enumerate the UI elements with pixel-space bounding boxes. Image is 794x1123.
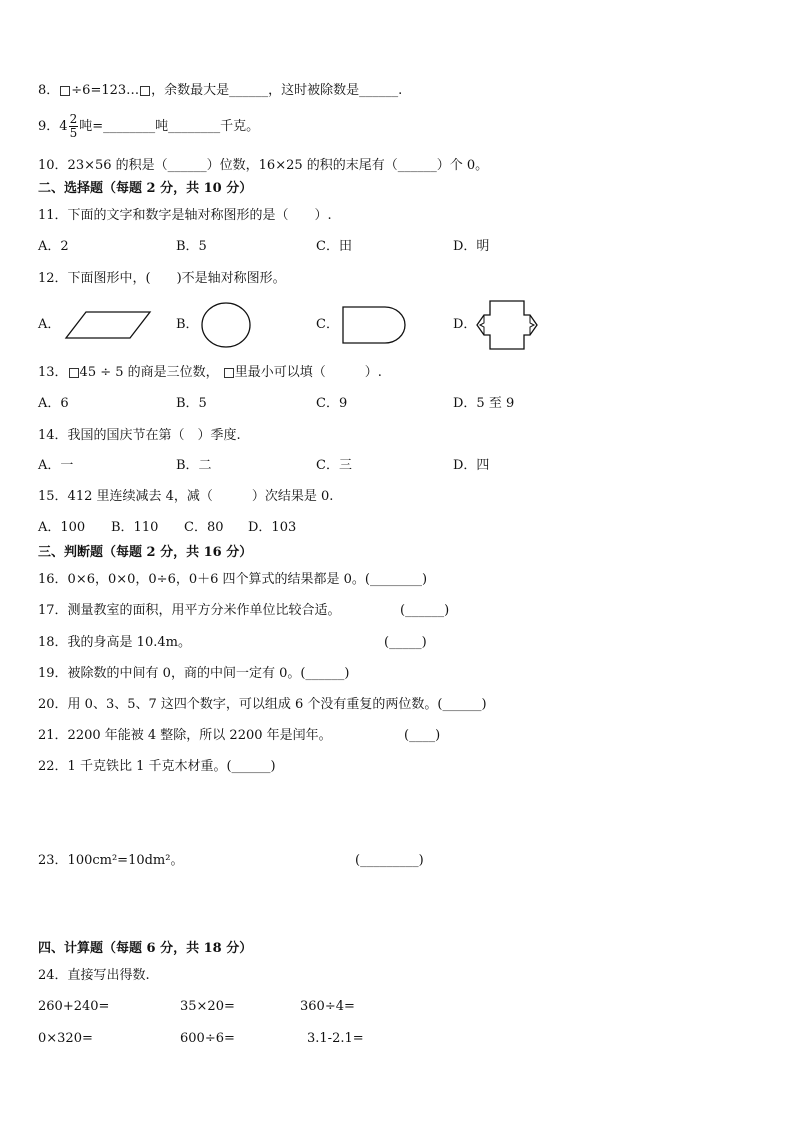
question-8	[38, 82, 402, 100]
option-b: B．5	[176, 239, 207, 254]
question-10: 10．23×56 的积是（______）位数，16×25 的积的末尾有（______）个 0。	[38, 158, 489, 173]
question-13	[38, 364, 382, 382]
option-a: A．6	[38, 396, 69, 411]
calc-item: 35×20=	[180, 999, 235, 1014]
fraction	[69, 113, 79, 140]
option-c: C．80	[184, 520, 224, 535]
question-13-part2: 里最小可以填（ ）.	[234, 365, 382, 380]
question-9-rest: 吨=________吨________千克。	[79, 119, 260, 134]
option-b: B．	[176, 317, 199, 332]
mixed-number-whole: 4	[59, 119, 68, 134]
question-14: 14．我国的国庆节在第（ ）季度.	[38, 428, 241, 443]
option-b: B．110	[111, 520, 159, 535]
question-9-number: 9．	[38, 119, 60, 134]
option-a: A．一	[38, 458, 74, 473]
calc-item: 0×320=	[38, 1031, 93, 1046]
question-17: 17．测量教室的面积，用平方分米作单位比较合适。	[38, 603, 341, 618]
question-18: 18．我的身高是 10.4m。	[38, 635, 191, 650]
option-c: C．三	[316, 458, 352, 473]
question-11: 11．下面的文字和数字是轴对称图形的是（ ）.	[38, 208, 332, 223]
option-a: A．	[38, 317, 61, 332]
section-4-title: 四、计算题（每题 6 分，共 18 分）	[38, 941, 253, 956]
blank-box	[224, 368, 234, 378]
question-19: 19．被除数的中间有 0，商的中间一定有 0。(______)	[38, 666, 350, 681]
question-12: 12．下面图形中，( )不是轴对称图形。	[38, 271, 286, 286]
option-c: C．田	[316, 239, 352, 254]
question-24: 24．直接写出得数.	[38, 968, 150, 983]
question-8-number: 8．	[38, 83, 60, 98]
section-3-title: 三、判断题（每题 2 分，共 16 分）	[38, 545, 253, 560]
blank-box	[60, 86, 70, 96]
option-d: D．103	[248, 520, 297, 535]
option-c: C．	[316, 317, 339, 332]
option-a: A．2	[38, 239, 69, 254]
answer-blank: (_____)	[384, 635, 427, 650]
answer-blank: (____)	[404, 728, 441, 743]
option-c: C．9	[316, 396, 348, 411]
question-13-number: 13．	[38, 365, 68, 380]
calc-item: 3.1-2.1=	[307, 1031, 364, 1046]
question-8-part2: ，余数最大是______，这时被除数是______.	[151, 83, 403, 98]
calc-item: 360÷4=	[300, 999, 355, 1014]
section-2-title: 二、选择题（每题 2 分，共 10 分）	[38, 181, 253, 196]
question-16: 16．0×6，0×0，0÷6，0＋6 四个算式的结果都是 0。(________)	[38, 572, 428, 587]
question-23: 23．100cm²=10dm²。	[38, 853, 184, 868]
question-8-part1: ÷6=123…	[71, 83, 140, 98]
question-22: 22．1 千克铁比 1 千克木材重。(______)	[38, 759, 276, 774]
blank-box	[69, 368, 79, 378]
answer-blank: (_________)	[355, 853, 424, 868]
parallelogram-shape	[64, 310, 154, 342]
blank-box	[140, 86, 150, 96]
option-d: D．	[453, 317, 477, 332]
double-arrow-cross-shape	[474, 299, 540, 351]
question-15: 15．412 里连续减去 4，减（ ）次结果是 0.	[38, 489, 334, 504]
question-13-part1: 45 ÷ 5 的商是三位数，	[79, 365, 219, 380]
circle-shape	[200, 301, 252, 349]
fraction-denominator: 5	[69, 126, 78, 140]
question-20: 20．用 0、3、5、7 这四个数字，可以组成 6 个没有重复的两位数。(______)	[38, 697, 487, 712]
option-d: D．5 至 9	[453, 396, 515, 411]
answer-blank: (______)	[400, 603, 450, 618]
question-21: 21．2200 年能被 4 整除，所以 2200 年是闰年。	[38, 728, 332, 743]
option-a: A．100	[38, 520, 86, 535]
option-d: D．四	[453, 458, 490, 473]
option-b: B．5	[176, 396, 207, 411]
calc-item: 260+240=	[38, 999, 110, 1014]
rounded-rectangle-shape	[340, 304, 410, 346]
option-b: B．二	[176, 458, 212, 473]
option-d: D．明	[453, 239, 490, 254]
calc-item: 600÷6=	[180, 1031, 235, 1046]
question-9	[38, 112, 259, 142]
fraction-numerator: 2	[69, 112, 78, 126]
